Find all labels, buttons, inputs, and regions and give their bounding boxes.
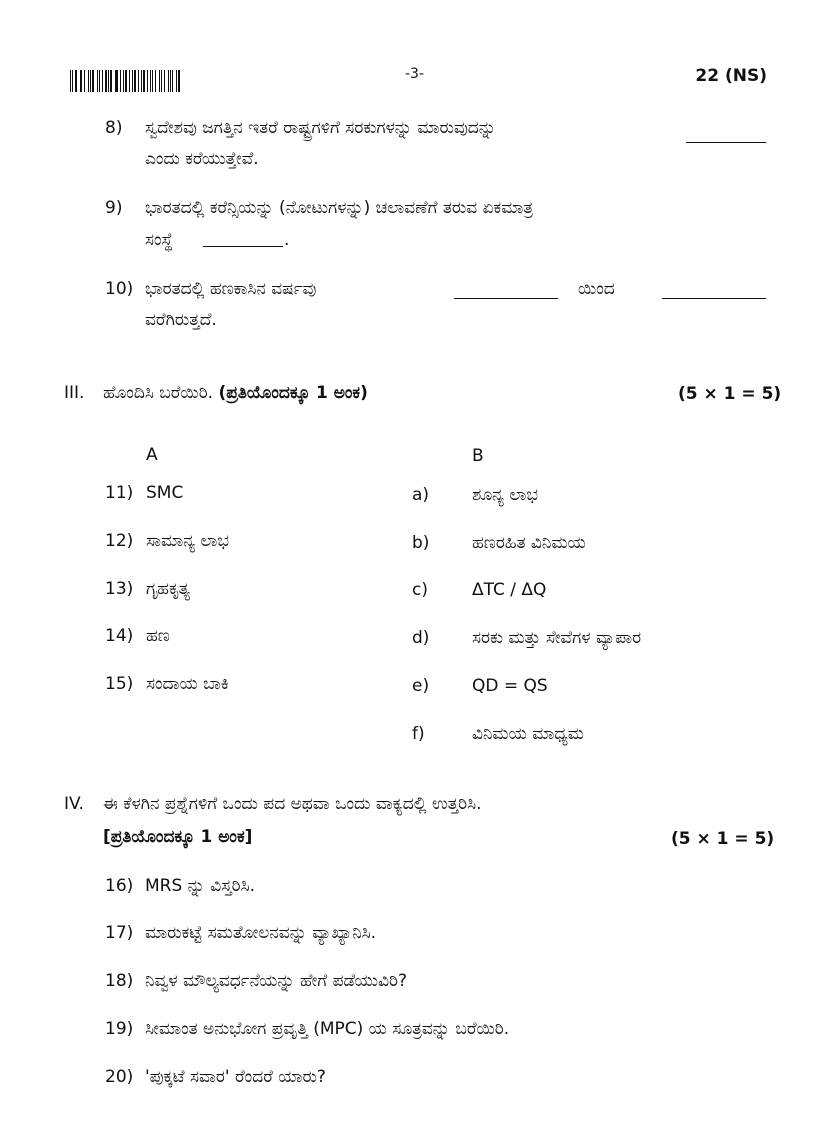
barcode-stripe	[152, 70, 153, 92]
barcode-stripe	[125, 70, 127, 92]
barcode-stripe	[170, 70, 171, 92]
match-a-text: ಸಂದಾಯ ಬಾಕಿ	[146, 674, 229, 694]
barcode-stripe	[164, 70, 165, 92]
barcode-stripe	[150, 70, 151, 92]
question-8-text-line2: ಎಂದು ಕರೆಯುತ್ತೇವೆ.	[145, 149, 259, 169]
barcode-stripe	[97, 70, 98, 92]
period: .	[284, 230, 290, 250]
column-b-header: B	[472, 446, 484, 466]
question-8-number: 8)	[105, 118, 123, 138]
match-b-letter: b)	[412, 533, 430, 553]
question-17-number: 17)	[105, 923, 134, 943]
match-a-number: 12)	[105, 531, 134, 551]
match-b-letter: a)	[412, 485, 430, 505]
question-20-text: 'ಪುಕ್ಕಟೆ ಸವಾರ' ರೆಂದರೆ ಯಾರು?	[145, 1067, 326, 1087]
section-4-roman: IV.	[64, 794, 84, 814]
barcode-stripe	[143, 70, 145, 92]
barcode-stripe	[141, 70, 142, 92]
match-b-text: ΔTC / ΔQ	[472, 580, 547, 600]
barcode-stripe	[178, 70, 180, 92]
question-16-text: MRS ನ್ನು ವಿಸ್ತರಿಸಿ.	[145, 876, 256, 896]
question-10-text-part2: ಯಿಂದ	[578, 279, 615, 299]
barcode-stripe	[108, 70, 109, 92]
match-a-number: 11)	[105, 483, 134, 503]
section-4-instruction-marks: [ಪ್ರತಿಯೊಂದಕ್ಕೂ 1 ಅಂಕ]	[103, 827, 253, 847]
match-a-text: SMC	[146, 483, 184, 503]
question-9-text-line1: ಭಾರತದಲ್ಲಿ ಕರೆನ್ಸಿಯನ್ನು (ನೋಟುಗಳನ್ನು) ಚಲಾವಣೆಗೆ ತರುವ ಏಕಮಾತ್ರ	[145, 198, 534, 218]
barcode-stripe	[75, 70, 77, 92]
match-b-text: QD = QS	[472, 676, 548, 696]
barcode-stripe	[84, 70, 85, 92]
match-b-letter: d)	[412, 628, 430, 648]
section-4-instruction: ಈ ಕೆಳಗಿನ ಪ್ರಶ್ನೆಗಳಿಗೆ ಒಂದು ಪದ ಅಥವಾ ಒಂದು ವಾಕ್ಯದಲ್ಲಿ ಉತ್ತರಿಸಿ.	[103, 794, 482, 814]
barcode-stripe	[72, 70, 73, 92]
barcode-image	[70, 70, 182, 92]
section-3-roman: III.	[64, 383, 85, 403]
barcode-stripe	[176, 70, 177, 92]
question-10-number: 10)	[105, 279, 134, 299]
match-a-number: 15)	[105, 674, 134, 694]
barcode-stripe	[120, 70, 121, 92]
match-b-text: ಹಣರಹಿತ ವಿನಿಮಯ	[472, 533, 586, 553]
page-number: -3-	[405, 66, 425, 82]
match-a-number: 14)	[105, 626, 134, 646]
barcode-stripe	[80, 70, 81, 92]
section-3-total-marks: (5 × 1 = 5)	[678, 384, 782, 404]
question-9-number: 9)	[105, 198, 123, 218]
question-10-text-line2: ವರೆಗಿರುತ್ತದೆ.	[145, 310, 217, 330]
question-16-number: 16)	[105, 876, 134, 896]
barcode-stripe	[116, 70, 117, 92]
match-a-text: ಸಾಮಾನ್ಯ ಲಾಭ	[146, 531, 230, 551]
paper-code: 22 (NS)	[695, 66, 767, 86]
barcode-stripe	[138, 70, 139, 92]
match-b-text: ವಿನಿಮಯ ಮಾಧ್ಯಮ	[472, 724, 584, 744]
barcode-stripe	[81, 70, 82, 92]
question-18-text: ನಿವ್ವಳ ಮೌಲ್ಯವರ್ಧನೆಯನ್ನು ಹೇಗೆ ಪಡೆಯುವಿರಿ?	[145, 971, 408, 991]
question-10-text-part1: ಭಾರತದಲ್ಲಿ ಹಣಕಾಸಿನ ವರ್ಷವು	[145, 279, 317, 299]
question-19-number: 19)	[105, 1019, 134, 1039]
barcode-stripe	[147, 70, 148, 92]
blank-line	[203, 236, 283, 255]
question-8-text-line1: ಸ್ವದೇಶವು ಜಗತ್ತಿನ ಇತರೆ ರಾಷ್ಟ್ರಗಳಿಗೆ ಸರಕುಗಳನ್ನು ಮಾರುವುದನ್ನು	[145, 118, 496, 138]
match-b-text: ಶೂನ್ಯ ಲಾಭ	[472, 485, 538, 505]
section-3-instruction-marks: (ಪ್ರತಿಯೊಂದಕ್ಕೂ 1 ಅಂಕ)	[218, 383, 368, 403]
barcode-stripe	[123, 70, 124, 92]
barcode-stripe	[134, 70, 135, 92]
question-18-number: 18)	[105, 971, 134, 991]
barcode-stripe	[99, 70, 100, 92]
barcode-stripe	[129, 70, 130, 92]
barcode-stripe	[105, 70, 106, 92]
barcode-stripe	[159, 70, 161, 92]
match-a-text: ಗೃಹಕೃತ್ಯ	[146, 579, 190, 599]
match-b-letter: f)	[412, 724, 425, 744]
question-9-text-line2: ಸಂಸ್ಥೆ	[145, 230, 173, 250]
barcode-stripe	[172, 70, 173, 92]
barcode-stripe	[92, 70, 94, 92]
section-3-instruction	[103, 381, 368, 405]
match-b-letter: e)	[412, 676, 430, 696]
match-a-text: ಹಣ	[146, 626, 170, 646]
question-19-text: ಸೀಮಾಂತ ಅನುಭೋಗ ಪ್ರವೃತ್ತಿ (MPC) ಯ ಸೂತ್ರವನ್ನು ಬರೆಯಿರಿ.	[145, 1019, 510, 1039]
barcode-stripe	[70, 70, 71, 92]
barcode-stripe	[102, 70, 103, 92]
barcode-stripe	[90, 70, 91, 92]
barcode-stripe	[115, 70, 116, 92]
section-4-total-marks: (5 × 1 = 5)	[671, 829, 775, 849]
barcode-stripe	[155, 70, 156, 92]
barcode-stripe	[110, 70, 112, 92]
barcode-stripe	[88, 70, 89, 92]
question-17-text: ಮಾರುಕಟ್ಟೆ ಸಮತೋಲನವನ್ನು ವ್ಯಾಖ್ಯಾನಿಸಿ.	[145, 923, 377, 943]
match-b-text: ಸರಕು ಮತ್ತು ಸೇವೆಗಳ ವ್ಯಾಪಾರ	[472, 628, 642, 648]
match-a-number: 13)	[105, 579, 134, 599]
barcode-stripe	[132, 70, 133, 92]
barcode-stripe	[168, 70, 169, 92]
section-3-instruction-text: ಹೊಂದಿಸಿ ಬರೆಯಿರಿ.	[103, 383, 214, 403]
blank-line	[454, 288, 558, 307]
blank-line	[686, 132, 766, 151]
blank-line	[662, 288, 766, 307]
barcode-stripe	[161, 70, 162, 92]
column-a-header: A	[146, 445, 158, 465]
match-b-letter: c)	[412, 580, 428, 600]
question-20-number: 20)	[105, 1067, 134, 1087]
